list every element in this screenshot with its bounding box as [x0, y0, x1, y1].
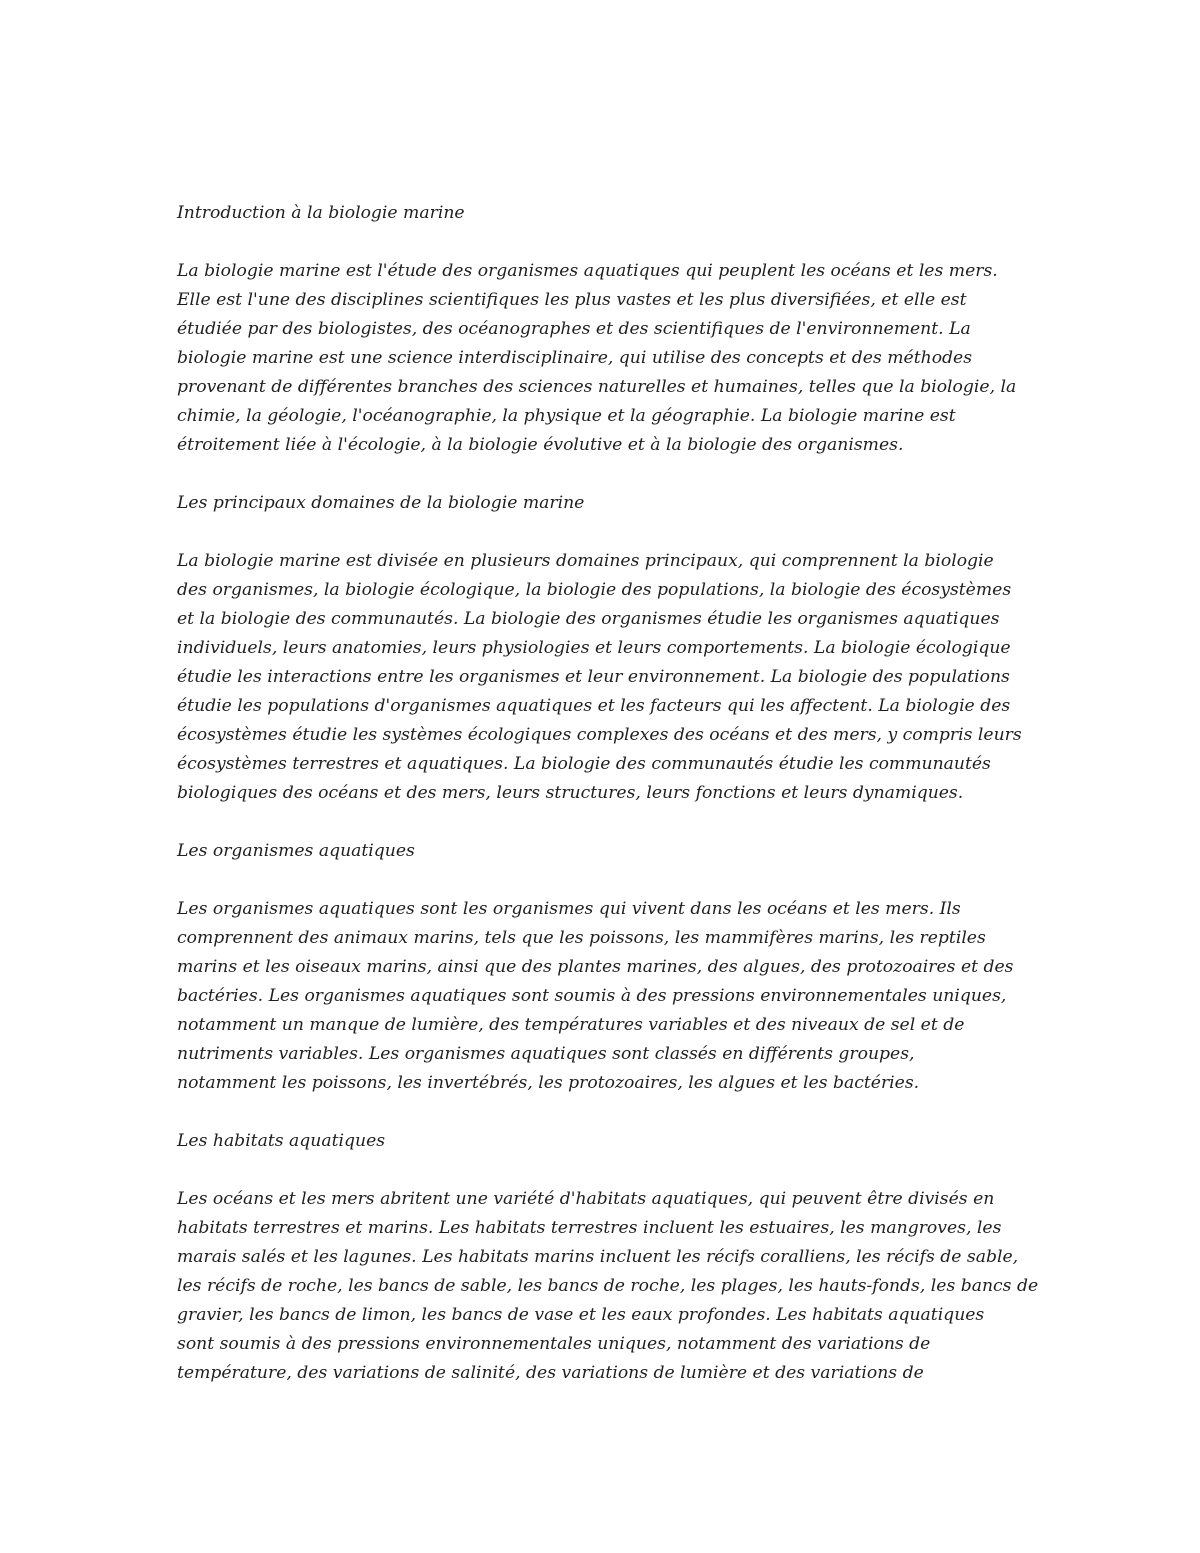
text-line: habitats terrestres et marins. Les habitats terrestres incluent les estuaires, les mangroves, les	[177, 1218, 1002, 1238]
heading-text: Les organismes aquatiques	[177, 841, 415, 861]
text-line: comprennent des animaux marins, tels que les poissons, les mammifères marins, les reptiles	[177, 928, 986, 948]
text-line: température, des variations de salinité, des variations de lumière et des variations de	[177, 1363, 924, 1383]
section-paragraph	[177, 547, 1037, 808]
text-line: étudie les interactions entre les organismes et leur environnement. La biologie des populations	[177, 667, 1010, 687]
text-line: gravier, les bancs de limon, les bancs de vase et les eaux profondes. Les habitats aquatiques	[177, 1305, 985, 1325]
section-paragraph	[177, 257, 1037, 460]
text-line: Elle est l'une des disciplines scientifiques les plus vastes et les plus diversifiées, et elle est	[177, 290, 967, 310]
text-line: marins et les oiseaux marins, ainsi que des plantes marines, des algues, des protozoaires et des	[177, 957, 1014, 977]
text-line: La biologie marine est l'étude des organismes aquatiques qui peuplent les océans et les mers.	[177, 261, 998, 281]
section-heading	[177, 1127, 1037, 1156]
text-line: les récifs de roche, les bancs de sable, les bancs de roche, les plages, les hauts-fonds, les bancs de	[177, 1276, 1039, 1296]
text-line: notamment un manque de lumière, des températures variables et des niveaux de sel et de	[177, 1015, 965, 1035]
text-line: étudiée par des biologistes, des océanographes et des scientifiques de l'environnement. La	[177, 319, 971, 339]
text-line: bactéries. Les organismes aquatiques sont soumis à des pressions environnementales uniques,	[177, 986, 1007, 1006]
section-paragraph	[177, 1185, 1037, 1388]
section-heading	[177, 489, 1037, 518]
text-line: écosystèmes terrestres et aquatiques. La biologie des communautés étudie les communautés	[177, 754, 991, 774]
text-line: écosystèmes étudie les systèmes écologiques complexes des océans et des mers, y compris leurs	[177, 725, 1022, 745]
text-line: et la biologie des communautés. La biologie des organismes étudie les organismes aquatiques	[177, 609, 1000, 629]
text-line: Les organismes aquatiques sont les organismes qui vivent dans les océans et les mers. Ils	[177, 899, 961, 919]
text-line: étroitement liée à l'écologie, à la biologie évolutive et à la biologie des organismes.	[177, 435, 904, 455]
text-line: La biologie marine est divisée en plusieurs domaines principaux, qui comprennent la biologie	[177, 551, 994, 571]
text-line: nutriments variables. Les organismes aquatiques sont classés en différents groupes,	[177, 1044, 915, 1064]
text-line: chimie, la géologie, l'océanographie, la physique et la géographie. La biologie marine est	[177, 406, 956, 426]
text-line: des organismes, la biologie écologique, la biologie des populations, la biologie des écosystèmes	[177, 580, 1012, 600]
document-body	[177, 199, 1037, 1417]
text-line: notamment les poissons, les invertébrés, les protozoaires, les algues et les bactéries.	[177, 1073, 920, 1093]
section-heading	[177, 837, 1037, 866]
section-paragraph	[177, 895, 1037, 1098]
text-line: Les océans et les mers abritent une variété d'habitats aquatiques, qui peuvent être divisés en	[177, 1189, 995, 1209]
heading-text: Les habitats aquatiques	[177, 1131, 386, 1151]
text-line: marais salés et les lagunes. Les habitats marins incluent les récifs coralliens, les récifs de sable,	[177, 1247, 1019, 1267]
heading-text: Les principaux domaines de la biologie marine	[177, 493, 585, 513]
text-line: individuels, leurs anatomies, leurs physiologies et leurs comportements. La biologie écologique	[177, 638, 1011, 658]
text-line: sont soumis à des pressions environnementales uniques, notamment des variations de	[177, 1334, 931, 1354]
text-line: étudie les populations d'organismes aquatiques et les facteurs qui les affectent. La biologie des	[177, 696, 1011, 716]
text-line: biologie marine est une science interdisciplinaire, qui utilise des concepts et des méthodes	[177, 348, 973, 368]
section-heading	[177, 199, 1037, 228]
text-line: provenant de différentes branches des sciences naturelles et humaines, telles que la biologie, la	[177, 377, 1017, 397]
heading-text: Introduction à la biologie marine	[177, 203, 465, 223]
text-line: biologiques des océans et des mers, leurs structures, leurs fonctions et leurs dynamiques.	[177, 783, 964, 803]
